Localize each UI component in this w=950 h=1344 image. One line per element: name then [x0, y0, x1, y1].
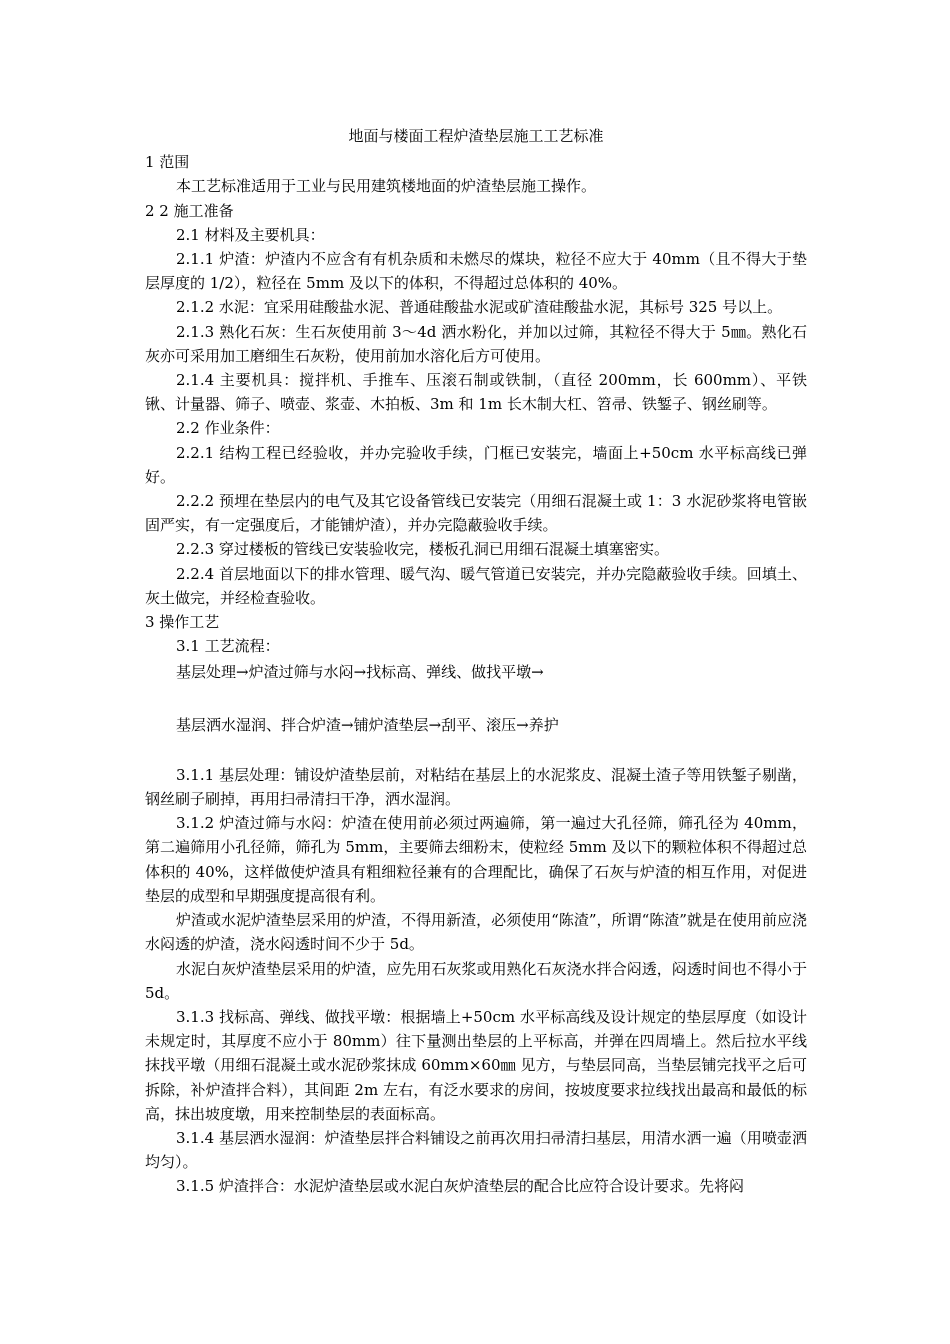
paragraph: 3 操作工艺: [145, 613, 220, 632]
paragraph: 2.1.4 主要机具：搅拌机、手推车、压滚石制或铁制，（直径 200mm，长 600mm）、平铁锹、计量器、筛子、喷壶、浆壶、木拍板、3m 和 1m 长木制大杠、笤帚、铁錾子、钢丝刷等。: [145, 371, 807, 414]
paragraph: 3.1.3 找标高、弹线、做找平墩：根据墙上+50cm 水平标高线及设计规定的垫层厚度（如设计未规定时，其厚度不应小于 80mm）往下量测出垫层的上平标高，并弹在四周墙上。然后拉水平线抹找平墩（用细石混凝土或水泥砂浆抹成 60mm×60㎜ 见方，与垫层同高，当垫层铺完找平之后可拆除，补炉渣拌合料），其间距 2m 左右，有泛水要求的房间，按坡度要求拉线找出最高和最低的标高，抹出坡度墩，用来控制垫层的表面标高。: [145, 1007, 807, 1123]
paragraph: 2 2 施工准备: [145, 201, 234, 220]
paragraph: 水泥白灰炉渣垫层采用的炉渣，应先用石灰浆或用熟化石灰浇水拌合闷透，闷透时间也不得小于 5d。: [145, 959, 807, 1002]
paragraph: 2.2.3 穿过楼板的管线已安装验收完，楼板孔洞已用细石混凝土填塞密实。: [176, 540, 669, 559]
paragraph: 3.1.5 炉渣拌合：水泥炉渣垫层或水泥白灰炉渣垫层的配合比应符合设计要求。先将闷: [176, 1177, 744, 1196]
paragraph: 3.1.4 基层洒水湿润：炉渣垫层拌合料铺设之前再次用扫帚清扫基层，用清水洒一遍（用喷壶洒均匀）。: [145, 1128, 807, 1172]
paragraph: 2.1.2 水泥：宜采用硅酸盐水泥、普通硅酸盐水泥或矿渣硅酸盐水泥，其标号 325 号以上。: [176, 298, 783, 317]
document-body: [145, 124, 807, 1199]
paragraph: 基层处理→炉渣过筛与水闷→找标高、弹线、做找平墩→: [176, 663, 544, 682]
paragraph: 2.2.4 首层地面以下的排水管理、暖气沟、暖气管道已安装完，并办完隐蔽验收手续。回填土、灰土做完，并经检查验收。: [145, 564, 807, 607]
paragraph-list: [145, 150, 807, 1198]
paragraph: 3.1.1 基层处理：铺设炉渣垫层前，对粘结在基层上的水泥浆皮、混凝土渣子等用铁錾子剔凿，钢丝刷子刷掉，再用扫帚清扫干净，洒水湿润。: [145, 765, 807, 809]
paragraph: 3.1.2 炉渣过筛与水闷：炉渣在使用前必须过两遍筛，第一遍过大孔径筛，筛孔径为 40mm，第二遍筛用小孔径筛，筛孔为 5mm，主要筛去细粉末，使粒经 5mm 及以下的颗粒体积不得超过总体积的 40%，这样做使炉渣具有粗细粒径兼有的合理配比，确保了石灰与炉渣的相互作用，对促进垫层的成型和早期强度提高很有利。: [145, 814, 807, 905]
paragraph: 3.1 工艺流程：: [176, 637, 280, 656]
blank-line: [145, 687, 807, 711]
paragraph: 2.1.1 炉渣：炉渣内不应含有有机杂质和未燃尽的煤块，粒径不应大于 40mm（且不得大于垫层厚度的 1/2），粒径在 5mm 及以下的体积，不得超过总体积的 40%。: [145, 250, 807, 293]
paragraph: 炉渣或水泥炉渣垫层采用的炉渣，不得用新渣，必须使用“陈渣”，所谓“陈渣”就是在使用前应浇水闷透的炉渣，浇水闷透时间不少于 5d。: [145, 911, 807, 954]
paragraph: 2.1 材料及主要机具：: [176, 225, 325, 244]
paragraph: 2.2.1 结构工程已经验收，并办完验收手续，门框已安装完，墙面上+50cm 水平标高线已弹好。: [145, 443, 807, 486]
paragraph: 2.1.3 熟化石灰：生石灰使用前 3～4d 洒水粉化，并加以过筛，其粒径不得大于 5㎜。熟化石灰亦可采用加工磨细生石灰粉，使用前加水溶化后方可使用。: [145, 322, 807, 365]
paragraph: 基层洒水湿润、拌合炉渣→铺炉渣垫层→刮平、滚压→养护: [176, 715, 559, 734]
document-title: 地面与楼面工程炉渣垫层施工工艺标准: [348, 127, 604, 145]
paragraph: 本工艺标准适用于工业与民用建筑楼地面的炉渣垫层施工操作。: [176, 177, 597, 196]
paragraph: 2.2 作业条件：: [176, 419, 280, 438]
blank-line: [145, 739, 807, 763]
paragraph: 1 范围: [145, 153, 190, 172]
paragraph: 2.2.2 预埋在垫层内的电气及其它设备管线已安装完（用细石混凝土或 1：3 水泥砂浆将电管嵌固严实，有一定强度后，才能铺炉渣），并办完隐蔽验收手续。: [145, 492, 807, 535]
